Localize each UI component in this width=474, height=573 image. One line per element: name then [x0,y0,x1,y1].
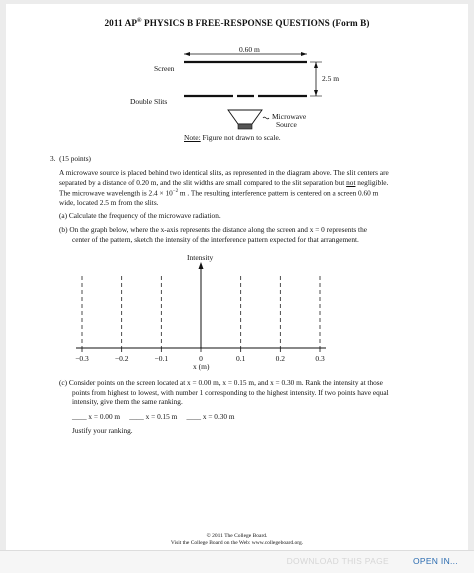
figure-note: Note: Figure not drawn to scale. [184,133,281,142]
x-tick-label-6: 0.3 [315,354,325,363]
page-footer: © 2011 The College Board. Visit the College Board on the Web: www.collegeboard.org. [170,533,304,546]
screen-label: Screen [154,64,175,73]
question-number: 3. (15 points) [50,154,91,163]
document-page [6,4,468,550]
part-b: (b) On the graph below, where the x-axis represents the distance along the screen and x = 0 represents the center of the pattern, sketch the intensity of the interference pattern expected for that arrangement. [59,225,367,244]
viewer-bottom-bar [0,550,474,573]
x-tick-label-2: −0.1 [154,354,169,363]
graph-x-label: x (m) [193,362,210,371]
part-a: (a) Calculate the frequency of the microwave radiation. [59,211,221,220]
x-tick-label-1: −0.2 [114,354,129,363]
part-c: (c) Consider points on the screen located at x = 0.00 m, x = 0.15 m, and x = 0.30 m. Rank the intensity at those points from highest to lowest, with number 1 corresponding to the highest intensity. If two points have equal intensity, give them the same ranking. [59,378,389,407]
double-slits-label: Double Slits [130,97,168,106]
rank-blank-x0: ____ x = 0.00 m [72,412,121,421]
source-label-line1: Microwave [272,112,307,121]
rank-blank-x030: ____ x = 0.30 m [186,412,235,421]
x-tick-label-3: 0 [199,354,203,363]
ranking-line [72,412,235,422]
width-label: 0.60 m [239,45,260,54]
rank-blank-x015: ____ x = 0.15 m [129,412,178,421]
distance-label: 2.5 m [322,74,340,83]
intensity-graph [6,4,468,384]
x-tick-label-5: 0.2 [275,354,286,363]
faded-bar-text: DOWNLOAD THIS PAGE [286,556,389,566]
graph-y-axis-arrow [199,262,204,269]
source-label-line2: Source [276,120,297,129]
open-in-button[interactable]: OPEN IN... [412,556,458,566]
graph-y-label: Intensity [187,253,214,262]
x-tick-label-4: 0.1 [235,354,246,363]
page-title: 2011 AP® PHYSICS B FREE-RESPONSE QUESTIONS (Form B) [104,18,370,29]
question-intro: A microwave source is placed behind two identical slits, as represented in the diagram above. The slit centers are separated by a distance of 0.20 m, and the slit widths are small compared to the slit separation but not negligible. The microwave wavelength is $2.4 \times 10^{-2}$ m . The resulting interference pattern is centered on a screen 0.60 m wide, located 2.5 m from the slits. [59,168,389,208]
justify-prompt: Justify your ranking. [72,426,133,435]
x-tick-label-0: −0.3 [75,354,89,363]
